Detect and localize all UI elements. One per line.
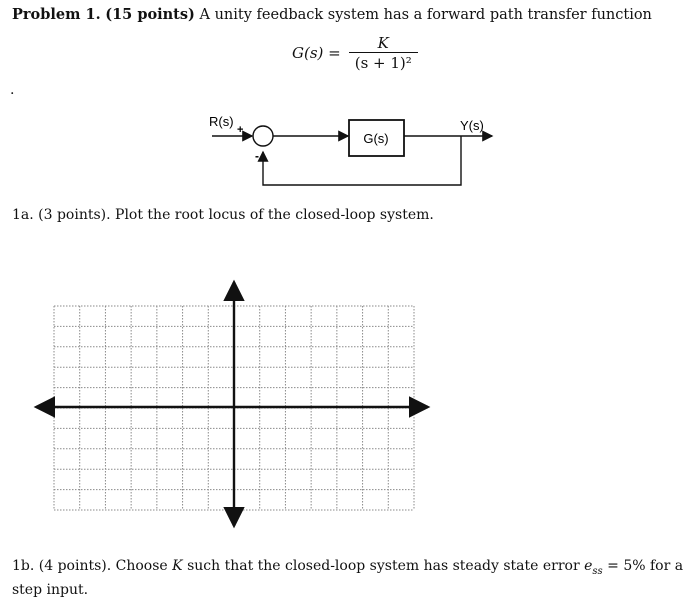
block-diagram [0,100,700,200]
minus-sign: - [255,149,259,163]
block-label: G(s) [363,131,389,146]
root-locus-grid [0,270,700,530]
equation-fraction [349,34,418,72]
question-1b [12,557,692,600]
plus-sign: + [237,124,244,136]
problem-statement [12,6,652,23]
stray-dot: . [10,82,15,98]
question-1b-ess: e [584,558,593,574]
question-1b-K: K [172,558,183,574]
question-1b-text-c: = 5% for a step input. [12,558,684,598]
problem-points: (15 points) [105,6,195,23]
output-label: Y(s) [460,118,484,133]
problem-number: Problem 1. [12,6,101,23]
problem-text: A unity feedback system has a forward path transfer function [199,7,652,23]
question-1b-text-a: 1b. (4 points). Choose [12,558,173,574]
input-label: R(s) [209,114,234,129]
question-1b-ess-sub: ss [592,565,603,577]
transfer-function-equation [292,34,418,72]
equation-numerator: K [377,34,389,52]
equation-lhs: G(s) = [292,44,341,62]
question-1a: 1a. (3 points). Plot the root locus of the closed-loop system. [12,207,434,223]
question-1b-text-b: such that the closed-loop system has steady state error [182,558,585,574]
equation-denominator: (s + 1)² [349,52,418,72]
summing-junction [253,126,273,146]
